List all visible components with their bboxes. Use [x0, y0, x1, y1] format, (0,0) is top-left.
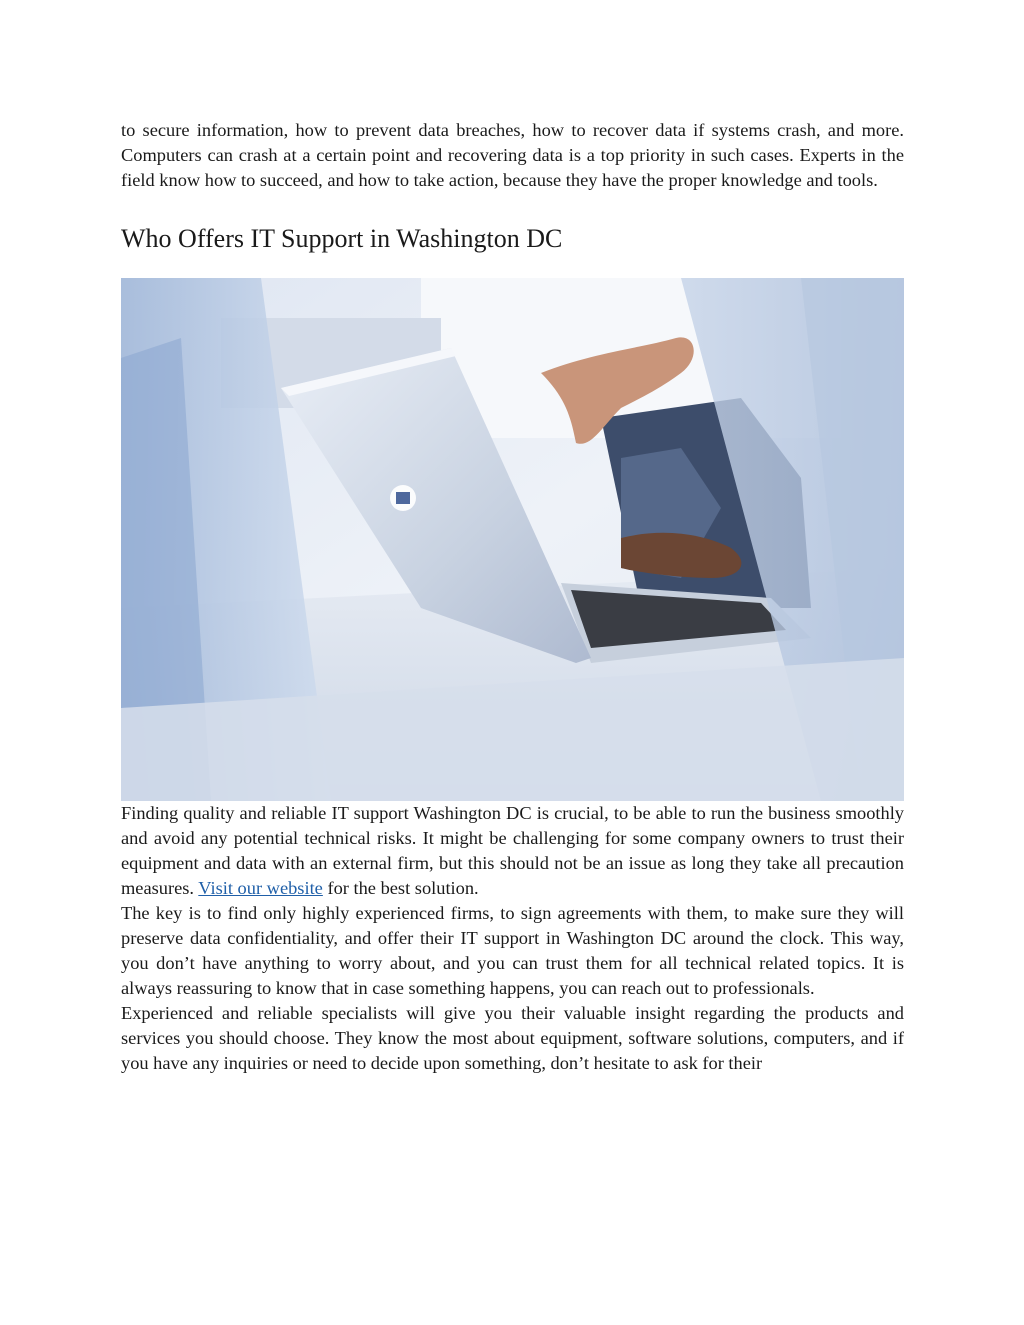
- visit-website-link[interactable]: Visit our website: [198, 878, 323, 898]
- document-page: [121, 118, 904, 1076]
- paragraph-2-after-link: for the best solution.: [322, 878, 479, 898]
- paragraph-4: Experienced and reliable specialists will give you their valuable insight regarding the products and services you should choose. They know the most about equipment, software solutions, computers, and if you have any inquiries or need to decide upon something, don’t hesitate to ask for their: [121, 1003, 904, 1073]
- paragraph-3: The key is to find only highly experienced firms, to sign agreements with them, to make sure they will preserve data confidentiality, and offer their IT support in Washington DC around the clock. This way, you don’t have anything to worry about, and you can trust them for all technical related topics. It is always reassuring to know that in case something happens, you can reach out to professionals.: [121, 903, 904, 998]
- section-heading: Who Offers IT Support in Washington DC: [121, 224, 563, 253]
- laptop-photo: [121, 278, 904, 801]
- intro-paragraph: to secure information, how to prevent data breaches, how to recover data if systems crash, and more. Computers can crash at a certain point and recovering data is a top priority in such cases. Experts in the field know how to succeed, and how to take action, because they have the proper knowledge and tools.: [121, 120, 904, 190]
- paragraph-2-before-link: Finding quality and reliable IT support Washington DC is crucial, to be able to run the business smoothly and avoid any potential technical risks. It might be challenging for some company owners to trust their equipment and data with an external firm, but this should not be an issue as long they take all precaution measures.: [121, 803, 904, 898]
- paragraph-2: [121, 801, 904, 901]
